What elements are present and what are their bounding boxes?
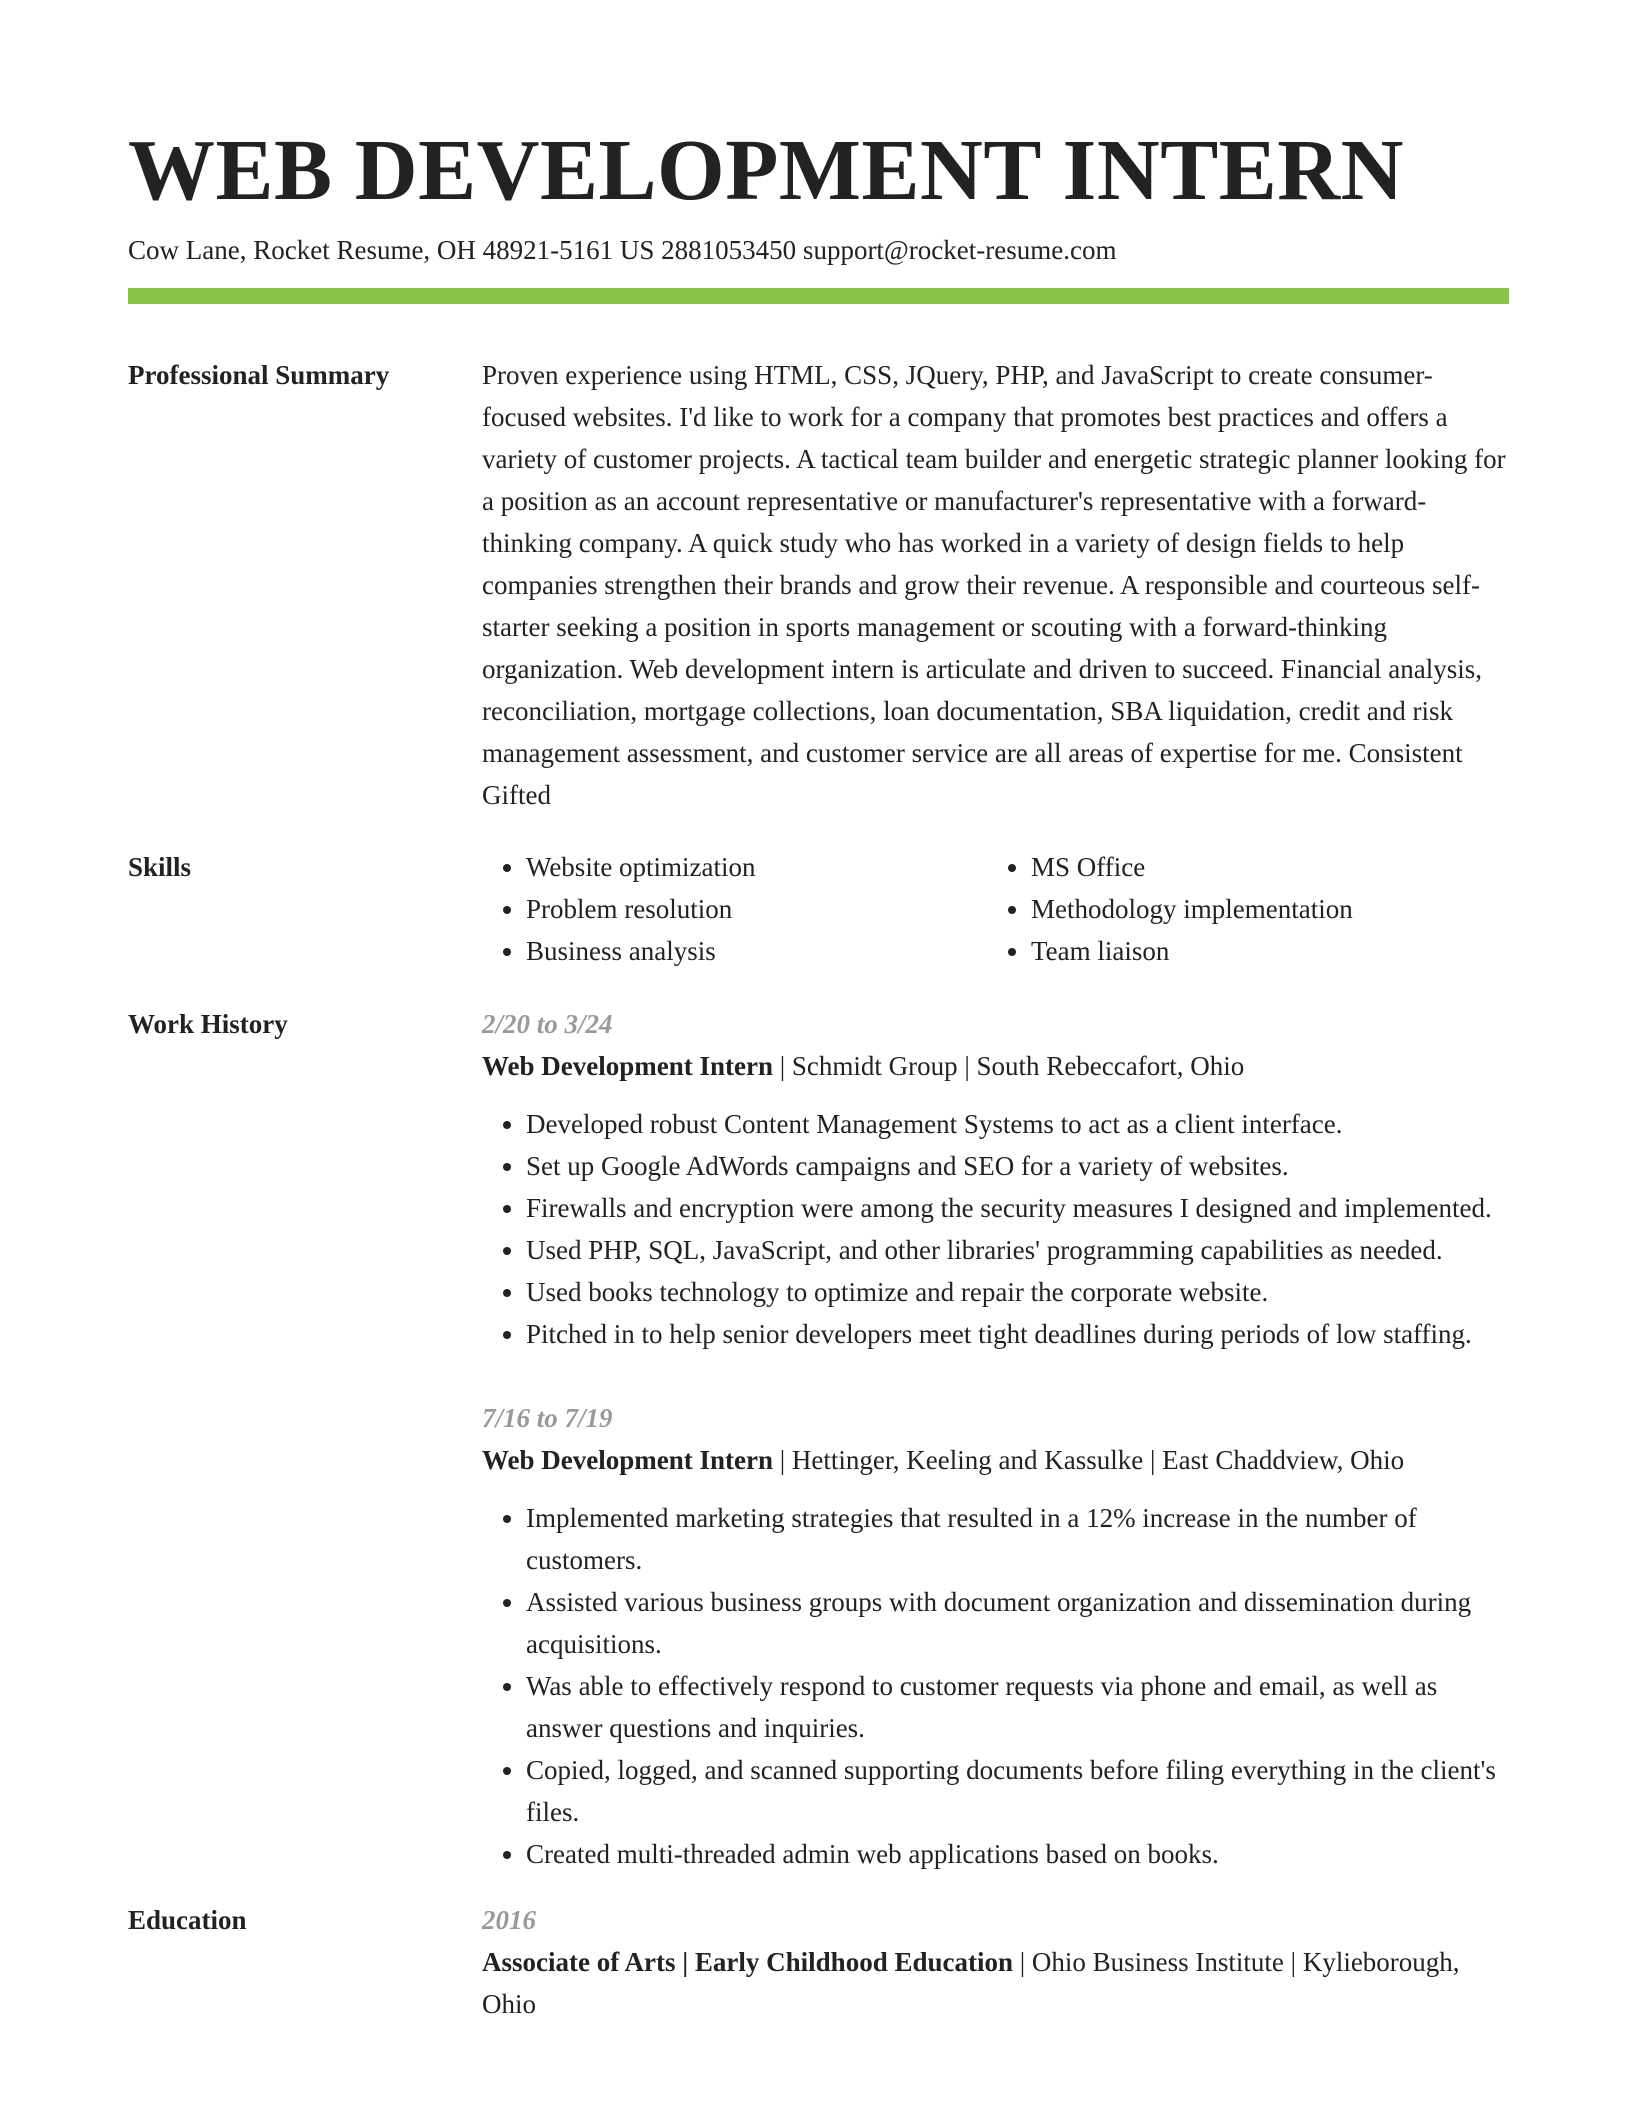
summary-section — [128, 354, 1509, 816]
work-history-section — [128, 1003, 1509, 1875]
job-bullet: • Pitched in to help senior developers meet tight deadlines during periods of low staffing. — [526, 1313, 1509, 1355]
resume-name: WEB DEVELOPMENT INTERN — [128, 121, 1404, 218]
skills-list-left — [482, 846, 987, 972]
skill-item: • Team liaison — [1031, 930, 1509, 972]
job-title: Web Development Intern — [482, 1445, 773, 1475]
accent-divider — [128, 288, 1509, 304]
job-bullet-list — [482, 1103, 1509, 1355]
job-bullet: • Used books technology to optimize and repair the corporate website. — [526, 1271, 1509, 1313]
education-degree: Associate of Arts | Early Childhood Education — [482, 1947, 1013, 1977]
skills-heading: Skills — [128, 852, 192, 882]
work-history-heading: Work History — [128, 1009, 288, 1039]
job-bullet: • Was able to effectively respond to customer requests via phone and email, as well as answer questions and inquiries. — [526, 1665, 1509, 1749]
job-entry — [482, 1003, 1509, 1355]
education-details: | Ohio Business Institute | Kylieborough, Ohio — [482, 1947, 1460, 2019]
job-bullet: • Implemented marketing strategies that resulted in a 12% increase in the number of customers. — [526, 1497, 1509, 1581]
job-bullet: • Copied, logged, and scanned supporting documents before filing everything in the client's files. — [526, 1749, 1509, 1833]
job-details: | Schmidt Group | South Rebeccafort, Ohio — [772, 1051, 1245, 1081]
skill-item: • Methodology implementation — [1031, 888, 1509, 930]
job-date: 2/20 to 3/24 — [482, 1009, 613, 1039]
education-line — [482, 1941, 1509, 2025]
job-details: | Hettinger, Keeling and Kassulke | East Chaddview, Ohio — [772, 1445, 1405, 1475]
job-bullet: • Developed robust Content Management Systems to act as a client interface. — [526, 1103, 1509, 1145]
skills-section — [128, 846, 1509, 972]
skill-item: • MS Office — [1031, 846, 1509, 888]
job-bullet: • Set up Google AdWords campaigns and SEO for a variety of websites. — [526, 1145, 1509, 1187]
job-date: 7/16 to 7/19 — [482, 1403, 613, 1433]
job-bullet: • Created multi-threaded admin web applications based on books. — [526, 1833, 1509, 1875]
education-date: 2016 — [482, 1905, 536, 1935]
job-entry — [482, 1397, 1509, 1875]
skill-item: • Website optimization — [526, 846, 987, 888]
job-bullet-list — [482, 1497, 1509, 1875]
job-title-line — [482, 1045, 1509, 1087]
summary-text: Proven experience using HTML, CSS, JQuery, PHP, and JavaScript to create consumer-focused websites. I'd like to work for a company that promotes best practices and offers a variety of customer projects. A tactical team builder and energetic strategic planner looking for a position as an account representative or manufacturer's representative with a forward-thinking company. A quick study who has worked in a variety of design fields to help companies strengthen their brands and grow their revenue. A responsible and courteous self-starter seeking a position in sports management or scouting with a forward-thinking organization. Web development intern is articulate and driven to succeed. Financial analysis, reconciliation, mortgage collections, loan documentation, SBA liquidation, credit and risk management assessment, and customer service are all areas of expertise for me. Consistent Gifted — [482, 360, 1506, 810]
job-title-line — [482, 1439, 1509, 1481]
skill-item: • Business analysis — [526, 930, 987, 972]
job-bullet: • Firewalls and encryption were among the security measures I designed and implemented. — [526, 1187, 1509, 1229]
job-bullet: • Used PHP, SQL, JavaScript, and other libraries' programming capabilities as needed. — [526, 1229, 1509, 1271]
education-heading: Education — [128, 1905, 247, 1935]
contact-line: Cow Lane, Rocket Resume, OH 48921-5161 US 2881053450 support@rocket-resume.com — [128, 235, 1117, 265]
resume-page — [128, 118, 1509, 2025]
job-bullet: • Assisted various business groups with document organization and dissemination during acquisitions. — [526, 1581, 1509, 1665]
skill-item: • Problem resolution — [526, 888, 987, 930]
education-section — [128, 1899, 1509, 2025]
job-title: Web Development Intern — [482, 1051, 773, 1081]
skills-list-right — [987, 846, 1509, 972]
summary-heading: Professional Summary — [128, 360, 390, 390]
